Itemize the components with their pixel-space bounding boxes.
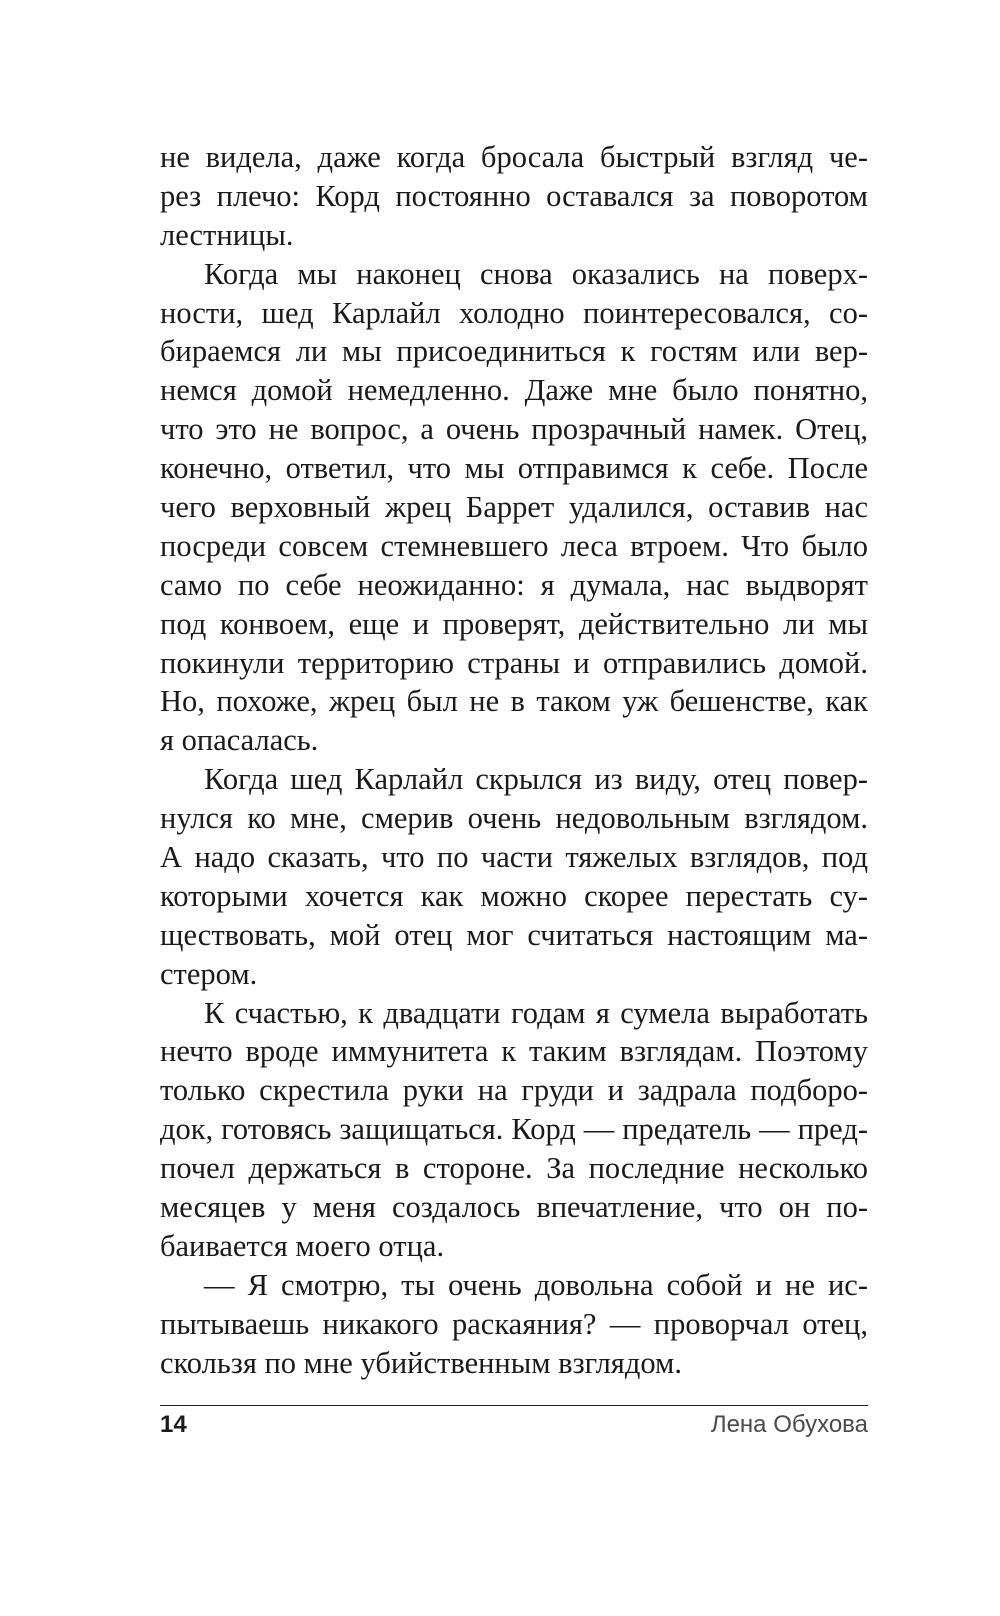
text-line: рез плечо: Корд постоянно оставался за поворотом bbox=[160, 178, 868, 213]
text-line: лестницы. bbox=[160, 217, 294, 252]
text-line: пытываешь никакого раскаяния? — проворчал отец, bbox=[160, 1306, 868, 1341]
text-line: немся домой немедленно. Даже мне было понятно, bbox=[160, 373, 868, 408]
text-line: Когда мы наконец снова оказались на поверх- bbox=[204, 256, 868, 291]
page-number: 14 bbox=[160, 1411, 187, 1438]
text-line: что это не вопрос, а очень прозрачный намек. Отец, bbox=[160, 412, 868, 447]
running-footer-author: Лена Обухова bbox=[710, 1411, 868, 1438]
text-line: док, готовясь защищаться. Корд — предатель — пред- bbox=[160, 1112, 868, 1147]
text-line: нулся ко мне, смерив очень недовольным взглядом. bbox=[160, 801, 868, 836]
text-line: покинули территорию страны и отправились домой. bbox=[160, 645, 868, 680]
text-line: месяцев у меня создалось впечатление, что он по- bbox=[160, 1190, 868, 1225]
text-line: под конвоем, еще и проверят, действительно ли мы bbox=[160, 606, 868, 641]
text-line: само по себе неожиданно: я думала, нас выдворят bbox=[160, 567, 868, 602]
text-line: баивается моего отца. bbox=[160, 1228, 445, 1263]
footer-divider bbox=[160, 1405, 868, 1406]
text-line: бираемся ли мы присоединиться к гостям или вер- bbox=[160, 334, 868, 369]
text-line: не видела, даже когда бросала быстрый взгляд че- bbox=[160, 140, 868, 174]
text-line: А надо сказать, что по части тяжелых взглядов, под bbox=[160, 840, 868, 875]
body-text bbox=[160, 138, 868, 1383]
text-line: я опасалась. bbox=[160, 723, 319, 758]
text-line: которыми хочется как можно скорее перестать су- bbox=[160, 878, 868, 913]
text-line: скользя по мне убийственным взглядом. bbox=[160, 1345, 682, 1380]
text-line: ности, шед Карлайл холодно поинтересовался, со- bbox=[160, 295, 868, 330]
text-line: Когда шед Карлайл скрылся из виду, отец повер- bbox=[204, 762, 868, 797]
text-line: конечно, ответил, что мы отправимся к себе. После bbox=[160, 451, 868, 486]
text-line: ществовать, мой отец мог считаться настоящим ма- bbox=[160, 917, 868, 952]
text-line: — Я смотрю, ты очень довольна собой и не ис- bbox=[204, 1267, 868, 1302]
text-line: К счастью, к двадцати годам я сумела выработать bbox=[204, 995, 868, 1030]
text-line: нечто вроде иммунитета к таким взглядам. Поэтому bbox=[160, 1034, 868, 1069]
text-line: Но, похоже, жрец был не в таком уж бешенстве, как bbox=[160, 684, 868, 719]
text-line: почел держаться в стороне. За последние несколько bbox=[160, 1151, 868, 1186]
text-line: посреди совсем стемневшего леса втроем. Что было bbox=[160, 528, 868, 563]
text-line: чего верховный жрец Баррет удалился, оставив нас bbox=[160, 490, 868, 525]
text-line: только скрестила руки на груди и задрала подборо- bbox=[160, 1073, 868, 1108]
text-line: стером. bbox=[160, 956, 258, 991]
